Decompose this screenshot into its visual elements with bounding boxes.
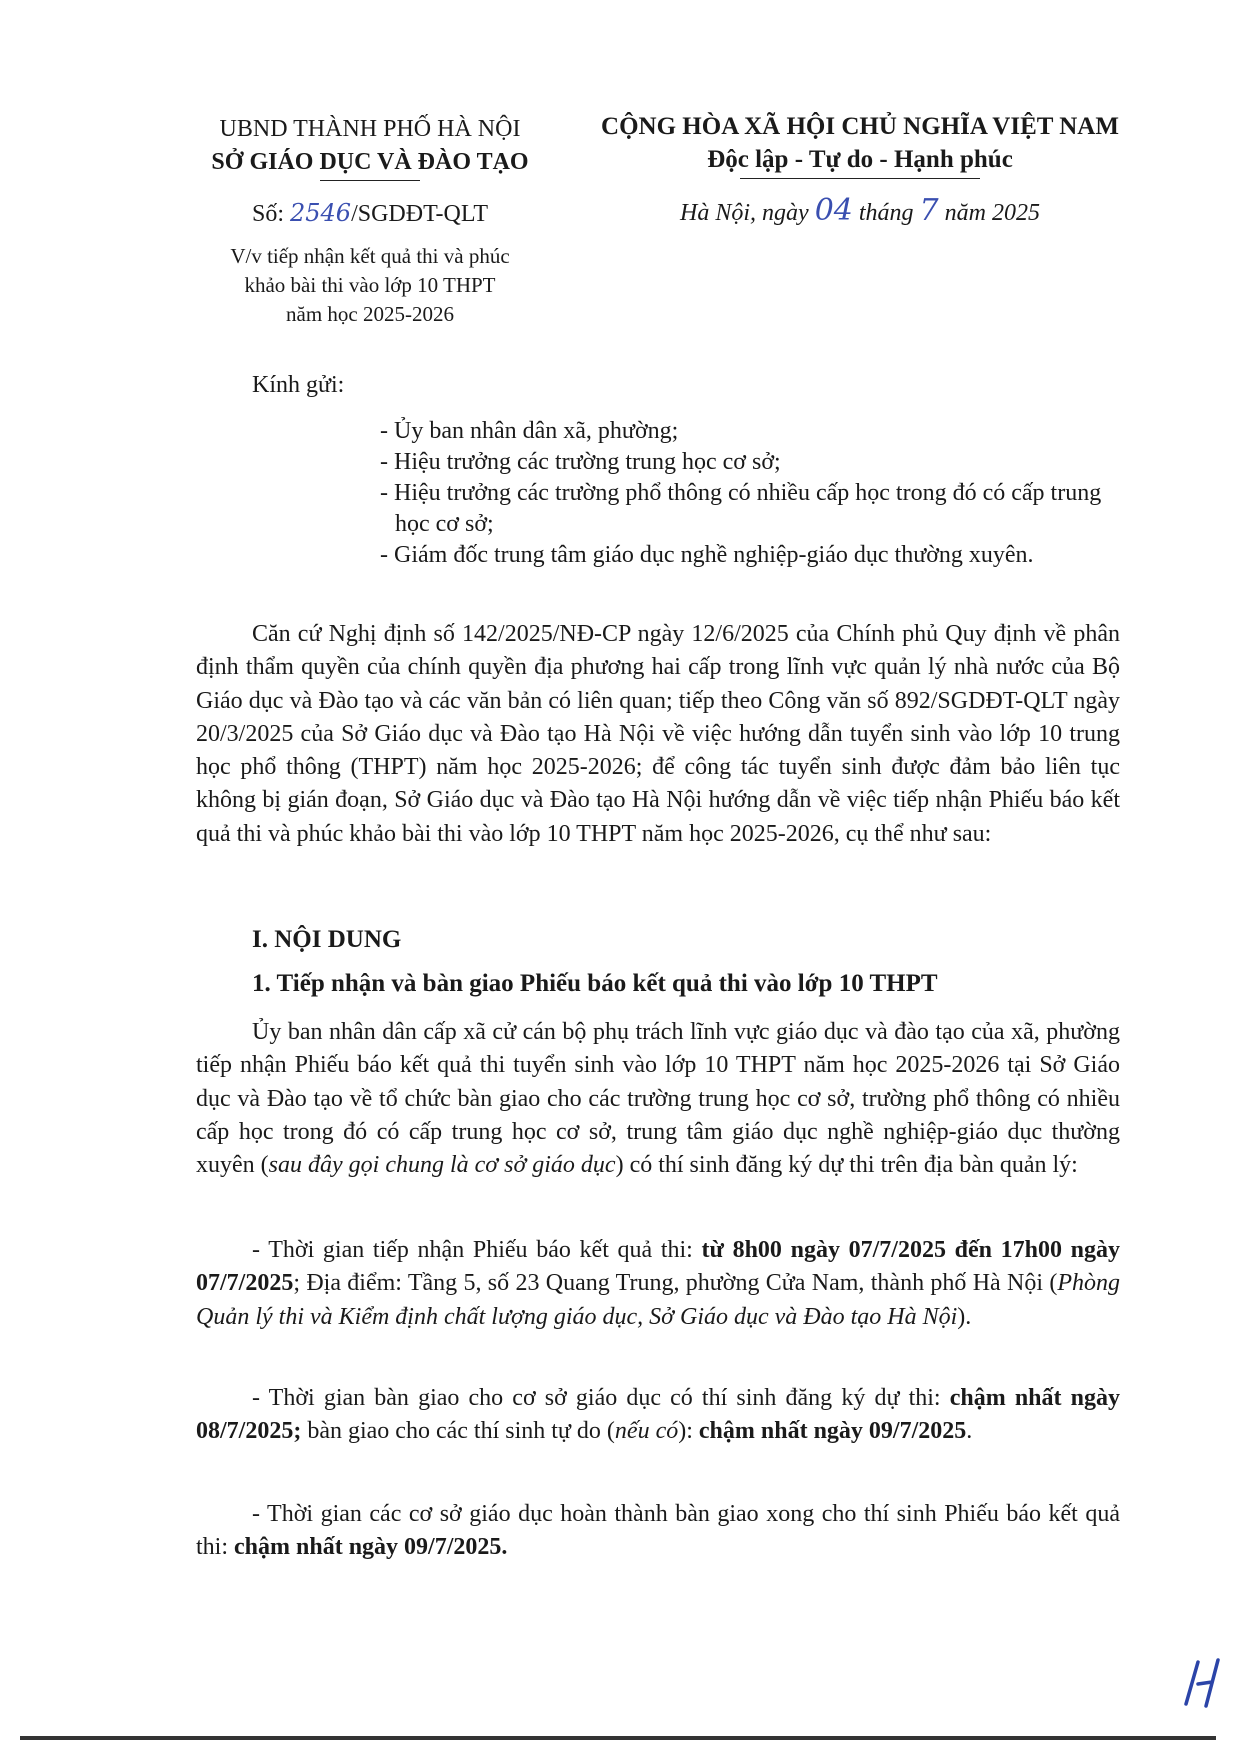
bullet-receiving-time: - Thời gian tiếp nhận Phiếu báo kết quả thi: từ 8h00 ngày 07/7/2025 đến 17h00 ngày 07/7/2025; Địa điểm: Tầng 5, số 23 Quang Trung, phường Cửa Nam, thành phố Hà Nội (Phòng Quản lý thi và Kiểm định chất lượng giáo dục, Sở Giáo dục và Đào tạo Hà Nội). [196,1237,1120,1330]
bullet-completion-time: - Thời gian các cơ sở giáo dục hoàn thành bàn giao xong cho thí sinh Phiếu báo kết quả thi: chậm nhất ngày 09/7/2025. [196,1501,1120,1561]
national-motto: Độc lập - Tự do - Hạnh phúc [707,146,1013,173]
document-number: Số: 2546/SGDĐT-QLT [251,199,488,227]
issuing-organization: SỞ GIÁO DỤC VÀ ĐÀO TẠO [211,149,529,175]
issuing-authority-block [170,112,570,329]
motto-underline [740,178,980,179]
header-underline [320,180,420,181]
document-subject: V/v tiếp nhận kết quả thi và phúc khảo bài thi vào lớp 10 THPT năm học 2025-2026 [230,244,510,326]
greeting: Kính gửi: [252,372,345,398]
recipient-item: - Hiệu trưởng các trường trung học cơ sở; [380,449,781,475]
parent-organization: UBND THÀNH PHỐ HÀ NỘI [219,116,521,142]
place-and-date: Hà Nội, ngày 04 tháng 7 năm 2025 [680,193,1040,228]
handwritten-month: 7 [919,193,939,228]
handwritten-number: 2546 [290,199,352,227]
intro-paragraph: Căn cứ Nghị định số 142/2025/NĐ-CP ngày 12/6/2025 của Chính phủ Quy định về phân định thẩm quyền của chính quyền địa phương hai cấp trong lĩnh vực quản lý nhà nước của Bộ Giáo dục và Đào tạo và các văn bản có liên quan; tiếp theo Công văn số 892/SGDĐT-QLT ngày 20/3/2025 của Sở Giáo dục và Đào tạo Hà Nội về việc hướng dẫn tuyển sinh vào lớp 10 trung học phổ thông (THPT) năm học 2025-2026; để công tác tuyển sinh được đảm bảo liên tục không bị gián đoạn, Sở Giáo dục và Đào tạo Hà Nội hướng dẫn về việc tiếp nhận Phiếu báo kết quả thi và phúc khảo bài thi vào lớp 10 THPT năm học 2025-2026, cụ thể như sau: [196,621,1120,847]
bullet-handover-time: - Thời gian bàn giao cho cơ sở giáo dục có thí sinh đăng ký dự thi: chậm nhất ngày 08/7/2025; bàn giao cho các thí sinh tự do (nếu có): chậm nhất ngày 09/7/2025. [196,1385,1121,1445]
handwritten-day: 04 [814,193,853,228]
national-title: CỘNG HÒA XÃ HỘI CHỦ NGHĨA VIỆT NAM [601,113,1119,140]
recipient-item: - Ủy ban nhân dân xã, phường; [380,418,679,444]
page-bottom-rule [20,1736,1216,1740]
section-heading: I. NỘI DUNG [252,926,402,953]
recipient-item: - Giám đốc trung tâm giáo dục nghề nghiệp-giáo dục thường xuyên. [380,542,1034,568]
subsection-heading: 1. Tiếp nhận và bàn giao Phiếu báo kết quả thi vào lớp 10 THPT [252,970,938,997]
paragraph-receiving: Ủy ban nhân dân cấp xã cử cán bộ phụ trách lĩnh vực giáo dục và đào tạo của xã, phường tiếp nhận Phiếu báo kết quả thi tuyển sinh vào lớp 10 THPT năm học 2025-2026 tại Sở Giáo dục và Đào tạo về tổ chức bàn giao cho các trường trung học cơ sở, trường phổ thông có nhiều cấp học trong đó có cấp trung học cơ sở, trung tâm giáo dục nghề nghiệp-giáo dục thường xuyên (sau đây gọi chung là cơ sở giáo dục) có thí sinh đăng ký dự thi trên địa bàn quản lý: [196,1019,1120,1179]
handwritten-initials-icon [1178,1654,1226,1710]
national-header-block [570,110,1150,229]
recipient-list [380,416,1140,571]
recipient-item: - Hiệu trưởng các trường phổ thông có nhiều cấp học trong đó có cấp trung học cơ sở; [380,480,1102,537]
